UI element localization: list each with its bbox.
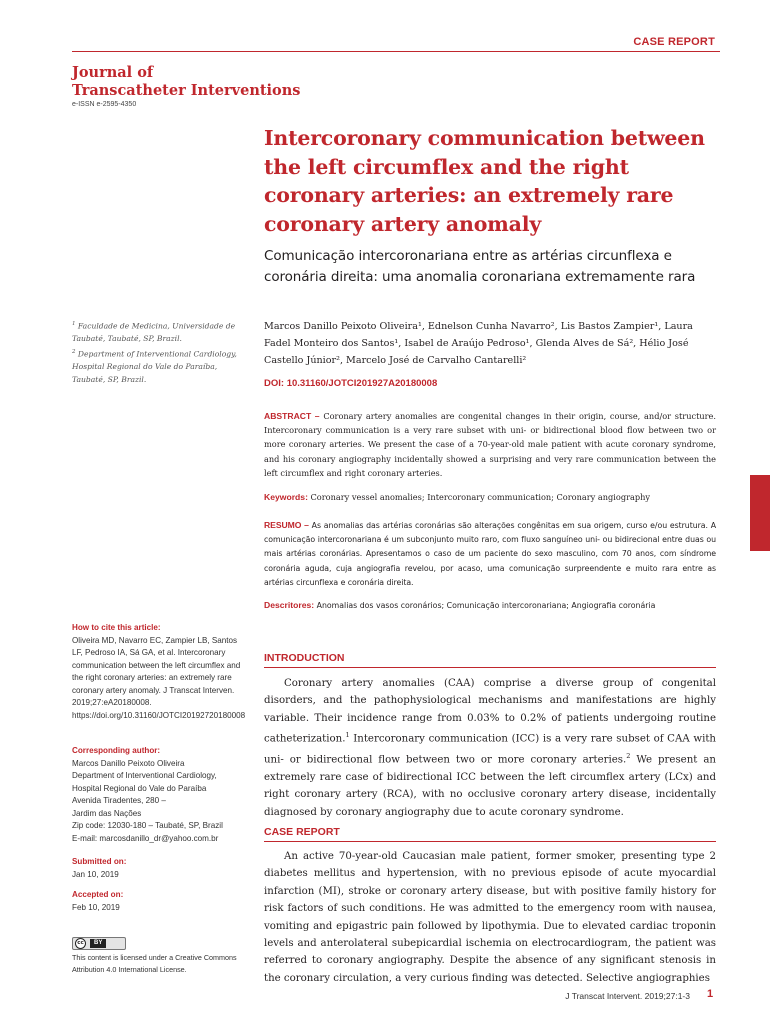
article-title: Intercoronary communication between the left circumflex and the right coronary arteries: an extremely rare coronary artery anomaly — [264, 126, 705, 236]
cc-icon: cc — [75, 938, 86, 949]
abstract-text: Coronary artery anomalies are congenital changes in their origin, course, and/or structure. Intercoronary communication is a very rare subset with uni- or bidirectional blood flow between two or more coronary arteries. We present the case of a 70-year-old male patient with acute coronary syndrome, and his coronary angiography incidentally showed a surprising and very rare communication between the left circumflex and right coronary arteries. — [264, 411, 716, 478]
corresp-line: Hospital Regional do Vale do Paraíba — [72, 783, 207, 793]
keywords-label: Keywords: — [264, 492, 308, 502]
intro-text-c: We present an extremely rare case of bidirectional ICC between the left circumflex artery (LCx) and right coronary artery (RCA), with no occlusive coronary artery disease, incidentally diagnosed by coronary angiography due to acute coronary syndrome. — [264, 754, 716, 818]
corresp-line: Department of Interventional Cardiology, — [72, 771, 217, 780]
how-to-cite-text: Oliveira MD, Navarro EC, Zampier LB, Santos LF, Pedroso IA, Sá GA, et al. Intercoronary communication between the left circumflex and the right coronary arteries: an extremely rare coronary artery anomaly. J Transcat Interven. 2019;27:eA20180008. https://doi.org/10.31160/JOTCI20192720180008 — [72, 635, 246, 720]
article-subtitle: Comunicação intercoronariana entre as artérias circunflexa e coronária direita: uma anomalia coronariana extremamente rara — [264, 248, 696, 285]
corresponding-author — [72, 745, 247, 845]
abstract-label: ABSTRACT – — [264, 411, 320, 421]
affiliation-2 — [72, 346, 252, 386]
case-report-rule — [264, 841, 716, 842]
submitted-info — [72, 856, 247, 881]
affiliation-1-text: Faculdade de Medicina, Universidade de Taubaté, Taubaté, SP, Brazil. — [72, 321, 236, 344]
section-label: CASE REPORT — [633, 36, 715, 48]
journal-name-line2: Transcatheter Interventions — [72, 82, 301, 99]
resumo-text: As anomalias das artérias coronárias são alterações congênitas em sua origem, curso e/ou estrutura. A comunicação intercoronariana é um subconjunto muito raro, com fluxo sanguíneo uni- ou bidirecional entre duas ou mais artérias coronárias. Apresentamos o caso de um paciente do sexo masculino, com 70 anos, com síndrome coronária aguda, cuja angiografia revelou, por acaso, uma comunicação surpreendente e muito rara entre as artérias circunflexa e coronária direita. — [264, 521, 716, 587]
accepted-date: Feb 10, 2019 — [72, 902, 120, 912]
introduction-heading: INTRODUCTION — [264, 652, 345, 664]
citation-ref-1[interactable]: 1 — [345, 731, 350, 740]
journal-name-line1: Journal of — [72, 64, 154, 81]
descritores — [264, 598, 716, 613]
corresp-line: Zip code: 12030-180 – Taubaté, SP, Brazil — [72, 821, 223, 830]
keywords — [264, 490, 716, 504]
intro-text-b: Intercoronary communication (ICC) is a very rare subset of CAA with uni- or bidirectional flow between two or more coronary arteries. — [264, 733, 716, 766]
doi-link[interactable]: DOI: 10.31160/JOTCI201927A20180008 — [264, 378, 438, 389]
intro-text-a: Coronary artery anomalies (CAA) comprise a diverse group of congenital disorders, and the pathophysiological mechanisms and manifestations are highly variable. Their incidence range from 0.03% to 0.2% of patients undergoing routine catheterization. — [264, 678, 716, 745]
how-to-cite-label: How to cite this article: — [72, 623, 161, 632]
abstract — [264, 409, 716, 480]
keywords-text: Coronary vessel anomalies; Intercoronary communication; Coronary angiography — [307, 492, 650, 502]
accepted-info — [72, 889, 247, 914]
page-number: 1 — [707, 988, 714, 1000]
introduction-rule — [264, 667, 716, 668]
case-report-heading: CASE REPORT — [264, 826, 340, 838]
descritores-label: Descritores: — [264, 600, 315, 610]
author-list: Marcos Danillo Peixoto Oliveira¹, Ednelson Cunha Navarro², Lis Bastos Zampier¹, Laura Fadel Monteiro dos Santos¹, Isabel de Araújo Pedroso¹, Glenda Alves de Sá², Hélio José Castello Júnior², Marcelo José de Carvalho Cantarelli² — [264, 321, 693, 366]
corresp-line: Avenida Tiradentes, 280 – — [72, 796, 166, 805]
corresp-email[interactable]: E-mail: marcosdanillo_dr@yahoo.com.br — [72, 833, 219, 843]
corresponding-author-label: Corresponding author: — [72, 746, 161, 755]
affiliation-1-number: 1 — [72, 321, 76, 327]
submitted-date: Jan 10, 2019 — [72, 869, 119, 879]
resumo — [264, 518, 716, 590]
affiliation-2-text: Department of Interventional Cardiology, Hospital Regional do Vale do Paraíba, Taubaté, SP, Brazil. — [72, 349, 237, 384]
introduction-paragraph — [264, 675, 716, 821]
how-to-cite — [72, 622, 247, 722]
descritores-text: Anomalias dos vasos coronários; Comunicação intercoronariana; Angiografia coronária — [314, 601, 656, 610]
resumo-label: RESUMO – — [264, 520, 309, 530]
header-rule — [72, 51, 720, 52]
case-report-paragraph — [264, 848, 716, 987]
accepted-label: Accepted on: — [72, 890, 124, 899]
cc-by-label: BY — [90, 939, 106, 948]
submitted-label: Submitted on: — [72, 857, 127, 866]
corresp-line: Marcos Danillo Peixoto Oliveira — [72, 758, 185, 768]
affiliation-2-number: 2 — [72, 349, 76, 355]
page-edge-tab — [750, 475, 770, 551]
cc-license-badge-icon[interactable] — [72, 937, 126, 950]
affiliation-1 — [72, 318, 252, 346]
corresp-line: Jardim das Nações — [72, 808, 142, 818]
citation-ref-2[interactable]: 2 — [626, 752, 631, 761]
footer-citation: J Transcat Intervent. 2019;27:1-3 — [565, 991, 690, 1001]
case-report-text: An active 70-year-old Caucasian male patient, former smoker, presenting type 2 diabetes mellitus and hypertension, with no previous episode of acute myocardial infarction (MI), stroke or coronary artery disease, but with positive family history for risk factors of such conditions. He was admitted to the emergency room with nausea, vomiting and epigastric pain followed by lipothymia. Due to elevated cardiac troponin levels and anterolateral subepicardial ischemia on electrocardiogram, the patient was referred to coronary angiography. Despite the absence of any significant stenosis in the coronary circulation, a very curious finding was detected. Selective angiographies — [264, 851, 716, 984]
license-text: This content is licensed under a Creative Commons Attribution 4.0 International License. — [72, 953, 237, 974]
journal-name — [72, 64, 300, 100]
journal-eissn: e-ISSN e-2595-4350 — [72, 101, 137, 108]
